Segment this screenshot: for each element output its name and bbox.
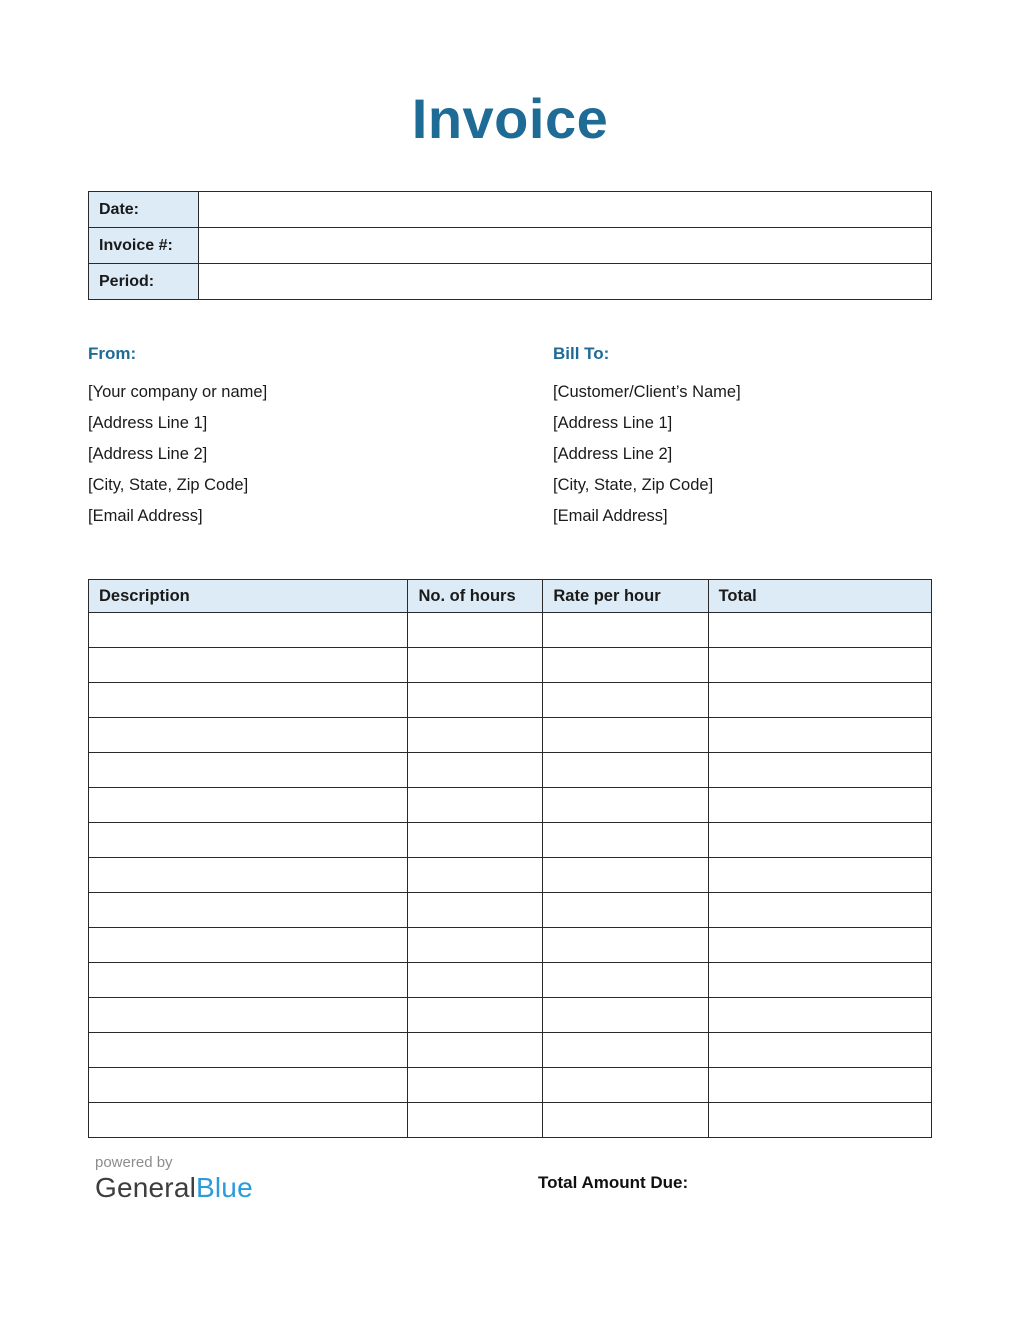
- column-header: Description: [89, 580, 408, 613]
- bill-to-section: [553, 344, 932, 532]
- item-cell[interactable]: [543, 1103, 708, 1138]
- item-cell[interactable]: [89, 683, 408, 718]
- info-value-cell[interactable]: [199, 228, 932, 264]
- item-row: [89, 998, 932, 1033]
- item-cell[interactable]: [89, 1103, 408, 1138]
- column-header: Total: [708, 580, 931, 613]
- column-header: No. of hours: [408, 580, 543, 613]
- item-cell[interactable]: [408, 858, 543, 893]
- item-cell[interactable]: [543, 788, 708, 823]
- item-cell[interactable]: [708, 823, 931, 858]
- item-cell[interactable]: [408, 823, 543, 858]
- item-cell[interactable]: [543, 648, 708, 683]
- total-amount-due-label: Total Amount Due:: [538, 1173, 689, 1192]
- address-line: [Email Address]: [88, 507, 203, 525]
- address-line: [Email Address]: [553, 507, 668, 525]
- info-row: [89, 192, 932, 228]
- address-line: [Address Line 2]: [88, 445, 208, 463]
- info-label: Date:: [89, 192, 199, 228]
- item-cell[interactable]: [408, 718, 543, 753]
- from-heading: From:: [88, 344, 137, 363]
- item-row: [89, 1068, 932, 1103]
- item-cell[interactable]: [708, 1033, 931, 1068]
- item-cell[interactable]: [408, 1033, 543, 1068]
- bill-to-lines: [553, 377, 932, 532]
- item-cell[interactable]: [89, 613, 408, 648]
- item-cell[interactable]: [89, 858, 408, 893]
- info-value-cell[interactable]: [199, 264, 932, 300]
- item-cell[interactable]: [408, 1103, 543, 1138]
- address-line: [Customer/Client’s Name]: [553, 383, 741, 401]
- column-header: Rate per hour: [543, 580, 708, 613]
- item-cell[interactable]: [708, 998, 931, 1033]
- item-cell[interactable]: [408, 753, 543, 788]
- address-line: [Address Line 2]: [553, 445, 673, 463]
- item-cell[interactable]: [543, 928, 708, 963]
- addresses-section: [88, 344, 932, 532]
- item-cell[interactable]: [543, 1033, 708, 1068]
- item-row: [89, 1033, 932, 1068]
- item-cell[interactable]: [408, 648, 543, 683]
- item-row: [89, 893, 932, 928]
- item-cell[interactable]: [543, 998, 708, 1033]
- item-cell[interactable]: [408, 928, 543, 963]
- page-title: Invoice: [411, 87, 609, 150]
- item-row: [89, 648, 932, 683]
- item-cell[interactable]: [89, 893, 408, 928]
- info-value-cell[interactable]: [199, 192, 932, 228]
- logo-blue-text: Blue: [196, 1172, 253, 1203]
- address-line: [City, State, Zip Code]: [88, 476, 249, 494]
- item-cell[interactable]: [89, 998, 408, 1033]
- item-row: [89, 963, 932, 998]
- item-cell[interactable]: [89, 823, 408, 858]
- item-row: [89, 928, 932, 963]
- info-label: Invoice #:: [89, 228, 199, 264]
- item-row: [89, 858, 932, 893]
- item-cell[interactable]: [708, 858, 931, 893]
- item-cell[interactable]: [89, 963, 408, 998]
- powered-by-text: powered by: [95, 1154, 173, 1171]
- item-cell[interactable]: [708, 683, 931, 718]
- item-row: [89, 823, 932, 858]
- items-header-row: [89, 580, 932, 613]
- item-cell[interactable]: [543, 893, 708, 928]
- item-cell[interactable]: [408, 998, 543, 1033]
- item-cell[interactable]: [543, 718, 708, 753]
- address-line: [Address Line 1]: [88, 414, 208, 432]
- item-cell[interactable]: [708, 893, 931, 928]
- item-cell[interactable]: [543, 963, 708, 998]
- info-row: [89, 228, 932, 264]
- item-cell[interactable]: [408, 613, 543, 648]
- item-cell[interactable]: [543, 1068, 708, 1103]
- item-row: [89, 788, 932, 823]
- item-cell[interactable]: [708, 1103, 931, 1138]
- from-lines: [88, 377, 553, 532]
- item-cell[interactable]: [543, 753, 708, 788]
- item-cell[interactable]: [708, 963, 931, 998]
- item-cell[interactable]: [708, 613, 931, 648]
- item-cell[interactable]: [408, 893, 543, 928]
- address-line: [Address Line 1]: [553, 414, 673, 432]
- footer: [88, 1154, 932, 1214]
- address-line: [Your company or name]: [88, 383, 268, 401]
- item-cell[interactable]: [708, 648, 931, 683]
- item-cell[interactable]: [408, 1068, 543, 1103]
- item-cell[interactable]: [89, 788, 408, 823]
- item-cell[interactable]: [543, 823, 708, 858]
- item-cell[interactable]: [89, 753, 408, 788]
- logo-general-text: General: [95, 1172, 197, 1203]
- item-row: [89, 753, 932, 788]
- item-cell[interactable]: [408, 788, 543, 823]
- line-items-table: [88, 579, 932, 1138]
- item-cell[interactable]: [708, 753, 931, 788]
- address-line: [City, State, Zip Code]: [553, 476, 714, 494]
- item-cell[interactable]: [89, 1033, 408, 1068]
- info-label: Period:: [89, 264, 199, 300]
- bill-to-heading: Bill To:: [553, 344, 610, 363]
- from-section: [88, 344, 553, 532]
- item-row: [89, 1103, 932, 1138]
- info-row: [89, 264, 932, 300]
- item-cell[interactable]: [408, 963, 543, 998]
- invoice-info-table: [88, 191, 932, 300]
- general-blue-logo: [95, 1154, 253, 1204]
- item-row: [89, 718, 932, 753]
- item-cell[interactable]: [89, 718, 408, 753]
- item-cell[interactable]: [708, 1068, 931, 1103]
- item-cell[interactable]: [89, 1068, 408, 1103]
- item-cell[interactable]: [708, 928, 931, 963]
- item-cell[interactable]: [708, 788, 931, 823]
- item-cell[interactable]: [89, 928, 408, 963]
- item-cell[interactable]: [543, 858, 708, 893]
- item-row: [89, 613, 932, 648]
- logo-wordmark: [95, 1172, 253, 1204]
- item-cell[interactable]: [543, 613, 708, 648]
- item-cell[interactable]: [408, 683, 543, 718]
- item-cell[interactable]: [708, 718, 931, 753]
- item-cell[interactable]: [543, 683, 708, 718]
- item-cell[interactable]: [89, 648, 408, 683]
- item-row: [89, 683, 932, 718]
